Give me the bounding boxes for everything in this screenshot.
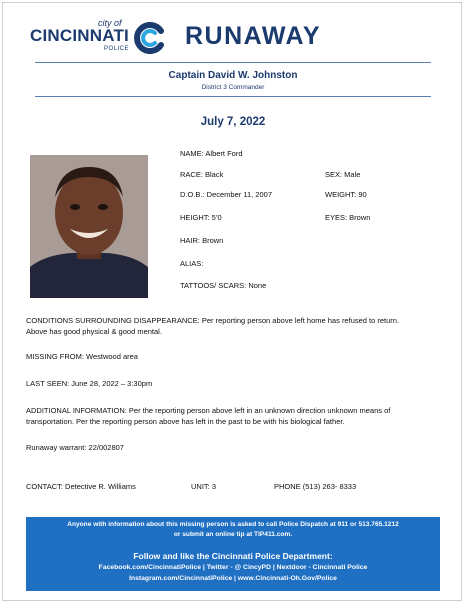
contact-detective: CONTACT: Detective R. Williams: [26, 482, 136, 491]
portrait-image: [30, 155, 148, 298]
conditions-line-2: Above has good physical & good mental.: [26, 327, 162, 336]
conditions-line-1: CONDITIONS SURROUNDING DISAPPEARANCE: Per reporting person above left home has refused to return.: [26, 316, 400, 325]
header-divider-top: [35, 62, 431, 63]
name-field: NAME: Albert Ford: [180, 149, 243, 158]
contact-unit: UNIT: 3: [191, 482, 217, 491]
header-divider-bottom: [35, 96, 431, 97]
footer-follow-heading: Follow and like the Cincinnati Police Department:: [133, 551, 333, 561]
footer-social-line-1: Facebook.com/CincinnatiPolice | Twitter - @ CincyPD | Nextdoor - Cincinnati Police: [98, 564, 368, 571]
race-field: RACE: Black: [180, 170, 224, 179]
cincinnati-police-logo: [30, 18, 170, 58]
notice-date: July 7, 2022: [200, 116, 266, 128]
footer-tip-line-1: Anyone with information about this missing person is asked to call Police Dispatch at 911 or 513.765.1212: [67, 521, 399, 528]
captain-name: Captain David W. Johnston: [168, 70, 298, 81]
alias-field: ALIAS:: [180, 259, 204, 268]
logo-c-icon: [134, 22, 166, 54]
missing-from: MISSING FROM: Westwood area: [26, 352, 138, 361]
footer-social-line-2: Instagram.com/CincinnatiPolice | www.Cincinnati-Oh.Gov/Police: [129, 575, 337, 582]
logo-city-of: city of: [98, 18, 122, 28]
last-seen: LAST SEEN: June 28, 2022 – 3:30pm: [26, 379, 153, 388]
captain-title: District 3 Commander: [201, 84, 265, 91]
logo-name: CINCINNATI: [30, 26, 129, 45]
page-title: RUNAWAY: [185, 22, 321, 50]
weight-field: WEIGHT: 90: [325, 190, 367, 199]
sex-field: SEX: Male: [325, 170, 361, 179]
contact-phone: PHONE (513) 263- 8333: [274, 482, 357, 491]
runaway-warrant: Runaway warrant: 22/002807: [26, 443, 124, 452]
tip-footer-banner: [26, 517, 440, 591]
page-border: [2, 2, 462, 601]
tattoos-field: TATTOOS/ SCARS: None: [180, 281, 267, 290]
additional-info-line-2: transportation. Per the reporting person above has left in the past to be with his biological father.: [26, 417, 345, 426]
height-field: HEIGHT: 5’0: [180, 213, 222, 222]
dob-field: D.O.B.: December 11, 2007: [180, 190, 272, 199]
eyes-field: EYES: Brown: [325, 213, 371, 222]
hair-field: HAIR: Brown: [180, 236, 224, 245]
additional-info-line-1: ADDITIONAL INFORMATION: Per the reporting person above left in an unknown direction unknown means of: [26, 406, 391, 415]
footer-tip-line-2: or submit an online tip at TIP411.com.: [173, 531, 293, 538]
person-photo: [30, 155, 148, 298]
logo-police: POLICE: [104, 46, 130, 52]
